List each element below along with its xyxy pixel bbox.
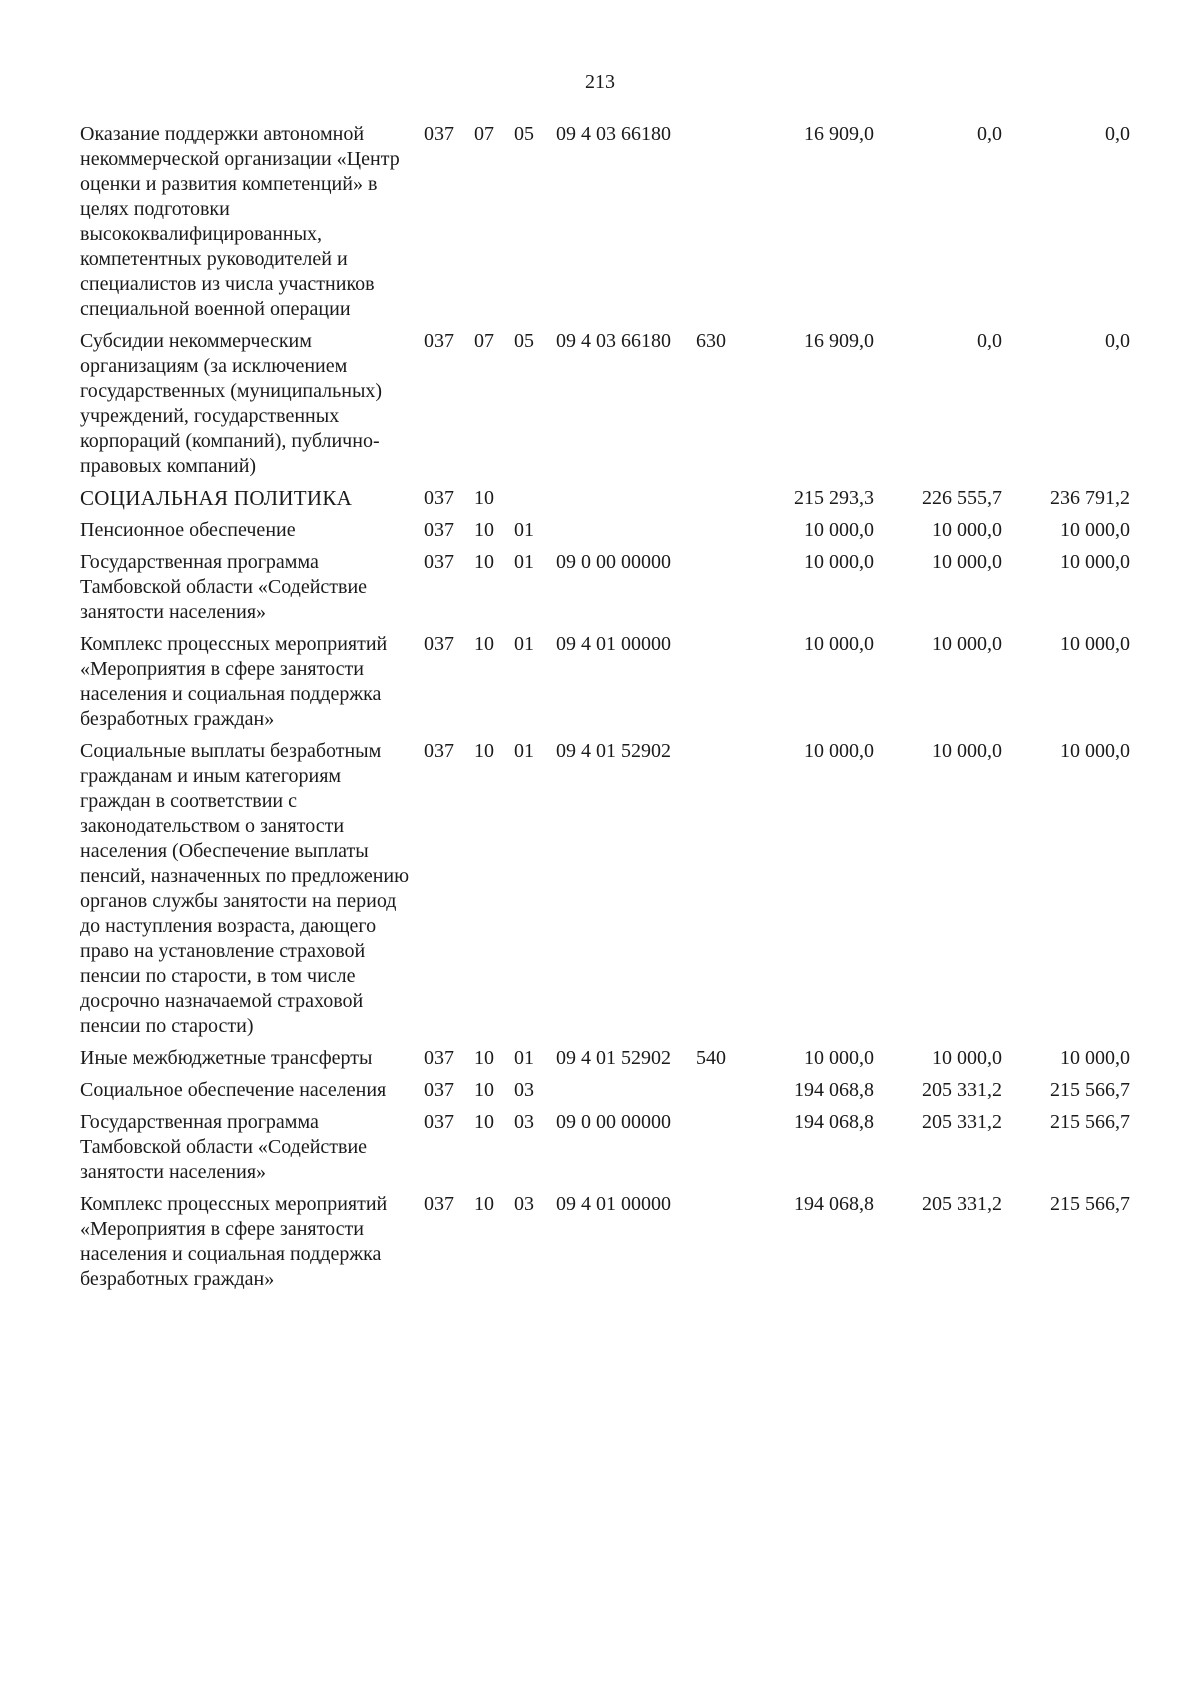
row-rz: 10 [474, 740, 494, 762]
row-name: Комплекс процессных мероприятий «Мероприятия в сфере занятости населения и социальная поддержка безработных граждан» [80, 1193, 388, 1290]
row-vr: 540 [696, 1047, 726, 1069]
row-pr: 03 [514, 1111, 534, 1133]
row-rz: 10 [474, 551, 494, 573]
row-csr [556, 486, 696, 518]
row-rz: 10 [474, 519, 494, 541]
budget-table [80, 122, 1130, 1299]
row-amount-year3: 10 000,0 [1060, 1047, 1130, 1069]
row-amount-year2: 205 331,2 [922, 1079, 1002, 1101]
row-amount-year2: 0,0 [977, 330, 1002, 352]
page-number: 213 [585, 71, 615, 93]
row-amount-year1: 194 068,8 [794, 1111, 874, 1133]
table-row [80, 739, 1130, 1046]
row-csr: 09 4 01 52902 [556, 1047, 671, 1069]
row-rz: 10 [474, 1047, 494, 1069]
row-name: Иные межбюджетные трансферты [80, 1047, 373, 1069]
row-amount-year1: 10 000,0 [804, 551, 874, 573]
row-pr: 05 [514, 330, 534, 352]
row-amount-year2: 0,0 [977, 123, 1002, 145]
row-amount-year1: 10 000,0 [804, 740, 874, 762]
row-amount-year1: 194 068,8 [794, 1079, 874, 1101]
row-vr [696, 122, 756, 329]
row-amount-year2: 10 000,0 [932, 1047, 1002, 1069]
row-name: Комплекс процессных мероприятий «Мероприятия в сфере занятости населения и социальная поддержка безработных граждан» [80, 633, 388, 730]
row-amount-year2: 205 331,2 [922, 1111, 1002, 1133]
row-name: Оказание поддержки автономной некоммерческой организации «Центр оценки и развития компетенций» в целях подготовки высококвалифицированных, компетентных руководителей и специалистов из числа участников специальной военной операции [80, 123, 400, 320]
row-amount-year1: 215 293,3 [794, 487, 874, 509]
table-row [80, 122, 1130, 329]
row-rz: 10 [474, 1111, 494, 1133]
row-ved: 037 [424, 1111, 454, 1133]
row-ved: 037 [424, 330, 454, 352]
table-row [80, 518, 1130, 550]
row-vr: 630 [696, 330, 726, 352]
row-ved: 037 [424, 1079, 454, 1101]
row-csr: 09 4 03 66180 [556, 123, 671, 145]
row-amount-year1: 10 000,0 [804, 1047, 874, 1069]
row-ved: 037 [424, 519, 454, 541]
row-rz: 10 [474, 487, 494, 509]
section-title: СОЦИАЛЬНАЯ ПОЛИТИКА [80, 486, 353, 510]
row-csr: 09 4 01 00000 [556, 1193, 671, 1215]
row-name: Пенсионное обеспечение [80, 519, 296, 541]
table-row [80, 329, 1130, 486]
row-pr: 01 [514, 551, 534, 573]
table-row [80, 1110, 1130, 1192]
row-pr: 05 [514, 123, 534, 145]
row-amount-year3: 10 000,0 [1060, 519, 1130, 541]
row-amount-year1: 16 909,0 [804, 123, 874, 145]
row-csr: 09 4 01 52902 [556, 740, 671, 762]
row-csr: 09 0 00 00000 [556, 551, 671, 573]
table-row [80, 1046, 1130, 1078]
row-ved: 037 [424, 487, 454, 509]
row-ved: 037 [424, 1193, 454, 1215]
row-ved: 037 [424, 1047, 454, 1069]
row-amount-year2: 10 000,0 [932, 551, 1002, 573]
row-ved: 037 [424, 551, 454, 573]
row-csr [556, 518, 696, 550]
row-csr: 09 4 03 66180 [556, 330, 671, 352]
row-name: Государственная программа Тамбовской области «Содействие занятости населения» [80, 1111, 368, 1183]
row-csr: 09 4 01 00000 [556, 633, 671, 655]
row-pr: 01 [514, 740, 534, 762]
row-pr: 03 [514, 1079, 534, 1101]
row-amount-year3: 10 000,0 [1060, 740, 1130, 762]
row-rz: 10 [474, 1079, 494, 1101]
row-vr [696, 632, 756, 739]
row-vr [696, 550, 756, 632]
row-pr [514, 486, 556, 518]
row-vr [696, 739, 756, 1046]
row-amount-year2: 205 331,2 [922, 1193, 1002, 1215]
row-amount-year3: 0,0 [1105, 330, 1130, 352]
row-name: Субсидии некоммерческим организациям (за исключением государственных (муниципальных) учреждений, государственных корпораций (компаний), публично-правовых компаний) [80, 330, 383, 477]
row-amount-year1: 10 000,0 [804, 519, 874, 541]
row-vr [696, 486, 756, 518]
row-vr [696, 518, 756, 550]
table-row [80, 550, 1130, 632]
row-ved: 037 [424, 740, 454, 762]
row-amount-year3: 215 566,7 [1050, 1193, 1130, 1215]
row-csr [556, 1078, 696, 1110]
row-csr: 09 0 00 00000 [556, 1111, 671, 1133]
row-pr: 01 [514, 1047, 534, 1069]
row-amount-year3: 215 566,7 [1050, 1079, 1130, 1101]
row-rz: 07 [474, 330, 494, 352]
row-name: Социальные выплаты безработным гражданам и иным категориям граждан в соответствии с законодательством о занятости населения (Обеспечение выплаты пенсий, назначенных по предложению органов службы занятости на период до наступления возраста, дающего право на установление страховой пенсии по старости, в том числе досрочно назначаемой страховой пенсии по старости) [80, 740, 410, 1037]
row-rz: 10 [474, 1193, 494, 1215]
row-amount-year1: 10 000,0 [804, 633, 874, 655]
table-row [80, 486, 1130, 518]
row-amount-year1: 16 909,0 [804, 330, 874, 352]
row-vr [696, 1192, 756, 1299]
row-amount-year2: 10 000,0 [932, 633, 1002, 655]
row-pr: 01 [514, 633, 534, 655]
row-name: Социальное обеспечение населения [80, 1079, 387, 1101]
row-amount-year3: 10 000,0 [1060, 551, 1130, 573]
row-name: Государственная программа Тамбовской области «Содействие занятости населения» [80, 551, 368, 623]
row-rz: 10 [474, 633, 494, 655]
row-ved: 037 [424, 633, 454, 655]
row-pr: 01 [514, 519, 534, 541]
table-row [80, 1192, 1130, 1299]
row-amount-year2: 10 000,0 [932, 740, 1002, 762]
row-amount-year3: 10 000,0 [1060, 633, 1130, 655]
row-ved: 037 [424, 123, 454, 145]
row-pr: 03 [514, 1193, 534, 1215]
table-row [80, 1078, 1130, 1110]
row-vr [696, 1110, 756, 1192]
row-amount-year3: 0,0 [1105, 123, 1130, 145]
row-amount-year2: 226 555,7 [922, 487, 1002, 509]
row-amount-year1: 194 068,8 [794, 1193, 874, 1215]
row-amount-year3: 236 791,2 [1050, 487, 1130, 509]
row-amount-year3: 215 566,7 [1050, 1111, 1130, 1133]
row-rz: 07 [474, 123, 494, 145]
table-row [80, 632, 1130, 739]
row-vr [696, 1078, 756, 1110]
row-amount-year2: 10 000,0 [932, 519, 1002, 541]
